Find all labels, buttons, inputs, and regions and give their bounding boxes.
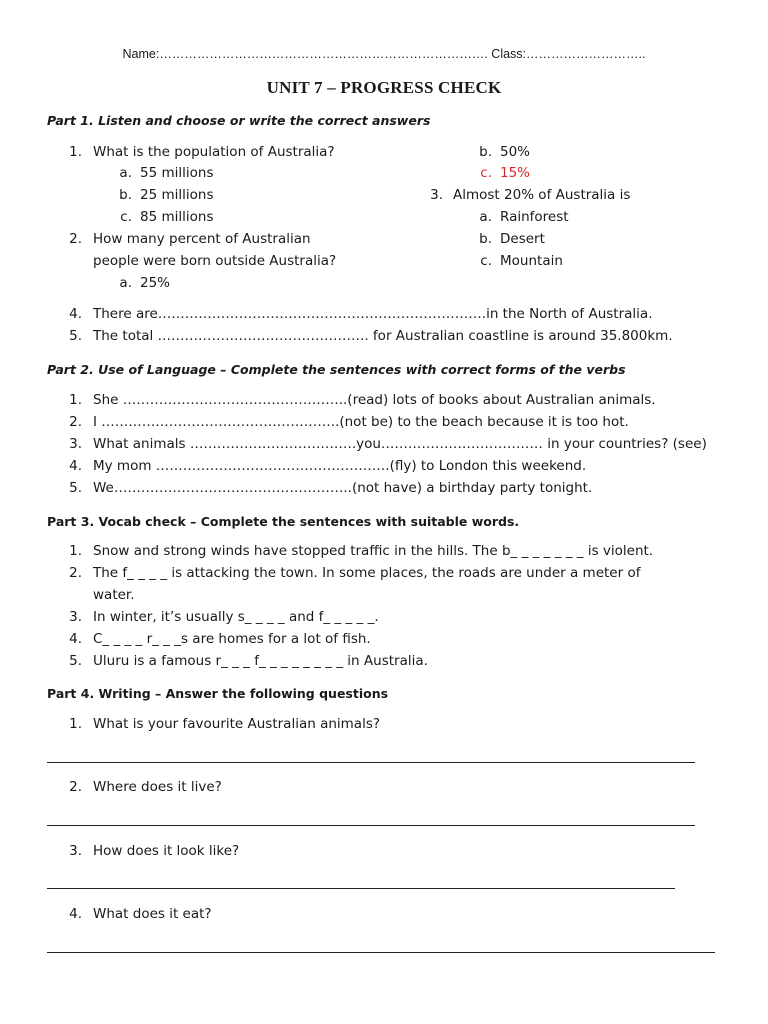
- p1-q3-number: 3.: [430, 187, 443, 203]
- p2-item-number: 1.: [69, 392, 82, 408]
- p3-item-number: 3.: [69, 609, 82, 625]
- p2-item-text: I ……………………………………………..(not be) to the beach because it is too hot.: [93, 414, 629, 430]
- p1-q1-text: What is the population of Australia?: [93, 144, 335, 160]
- answer-line[interactable]: [47, 888, 675, 889]
- p1-q2-option-b-letter: b.: [479, 144, 492, 160]
- p3-item-text: Snow and strong winds have stopped traffic in the hills. The b_ _ _ _ _ _ _ is violent.: [93, 543, 654, 559]
- p3-item-text-continued: water.: [93, 587, 135, 603]
- p1-q1-option-b: 25 millions: [140, 187, 214, 203]
- p4-question-text: What does it eat?: [93, 906, 212, 922]
- p3-item-number: 4.: [69, 631, 82, 647]
- p3-item-text: Uluru is a famous r_ _ _ f_ _ _ _ _ _ _ _ in Australia.: [93, 653, 428, 669]
- part1-heading: Part 1. Listen and choose or write the correct answers: [47, 113, 431, 128]
- p1-q2-option-b: 50%: [500, 144, 531, 160]
- p1-q3-option-a: Rainforest: [500, 209, 569, 225]
- p1-q1-option-b-letter: b.: [119, 187, 132, 203]
- p2-item-number: 2.: [69, 414, 82, 430]
- p4-question-text: How does it look like?: [93, 843, 240, 859]
- p1-q1-option-c: 85 millions: [140, 209, 214, 225]
- p1-q3-option-c-letter: c.: [480, 253, 492, 269]
- p3-item-number: 2.: [69, 565, 82, 581]
- p1-q3-option-b: Desert: [500, 231, 545, 247]
- p3-item-number: 5.: [69, 653, 82, 669]
- p2-item-number: 3.: [69, 436, 82, 452]
- part4-heading: Part 4. Writing – Answer the following questions: [47, 686, 389, 701]
- p1-q1-option-a: 55 millions: [140, 165, 214, 181]
- p2-item-text: We……………………………………………..(not have) a birthday party tonight.: [93, 480, 593, 496]
- p2-item-number: 4.: [69, 458, 82, 474]
- p1-q1-option-c-letter: c.: [120, 209, 132, 225]
- p1-q2-text-line1: How many percent of Australian: [93, 231, 311, 247]
- p1-q1-number: 1.: [69, 144, 82, 160]
- p1-q5-text: The total ……………………………………….. for Australian coastline is around 35.800km.: [93, 328, 673, 344]
- p3-item-text: C_ _ _ _ r_ _ _s are homes for a lot of fish.: [93, 631, 371, 647]
- p1-q2-option-a: 25%: [140, 275, 171, 291]
- p2-item-text: She …………………………………………..(read) lots of books about Australian animals.: [93, 392, 656, 408]
- part2-heading: Part 2. Use of Language – Complete the sentences with correct forms of the verbs: [47, 362, 626, 377]
- p1-q2-option-a-letter: a.: [119, 275, 132, 291]
- p3-item-text: The f_ _ _ _ is attacking the town. In some places, the roads are under a meter of: [93, 565, 641, 581]
- answer-line[interactable]: [47, 952, 715, 953]
- worksheet-title: UNIT 7 – PROGRESS CHECK: [266, 78, 502, 97]
- p3-item-number: 1.: [69, 543, 82, 559]
- p4-question-number: 2.: [69, 779, 82, 795]
- answer-line[interactable]: [47, 825, 695, 826]
- p1-q2-option-c-letter: c.: [480, 165, 492, 181]
- p1-q2-option-c: 15%: [500, 165, 531, 181]
- p1-q4-text: There are……………………………………………………………….in the North of Australia.: [93, 306, 653, 322]
- p4-question-number: 1.: [69, 716, 82, 732]
- p1-q3-option-c: Mountain: [500, 253, 563, 269]
- p4-question-text: What is your favourite Australian animals?: [93, 716, 381, 732]
- p2-item-number: 5.: [69, 480, 82, 496]
- p1-q5-number: 5.: [69, 328, 82, 344]
- p1-q2-number: 2.: [69, 231, 82, 247]
- p4-question-number: 3.: [69, 843, 82, 859]
- part3-heading: Part 3. Vocab check – Complete the sentences with suitable words.: [47, 514, 520, 529]
- p2-item-text: What animals ……………………………….you……………………………… in your countries? (see): [93, 436, 707, 452]
- p1-q2-text-line2: people were born outside Australia?: [93, 253, 337, 269]
- p1-q4-number: 4.: [69, 306, 82, 322]
- p1-q1-option-a-letter: a.: [119, 165, 132, 181]
- p3-item-text: In winter, it’s usually s_ _ _ _ and f_ _ _ _ _.: [93, 609, 379, 625]
- p1-q3-text: Almost 20% of Australia is: [453, 187, 631, 203]
- p4-question-number: 4.: [69, 906, 82, 922]
- p2-item-text: My mom …………………………………………….(fly) to London this weekend.: [93, 458, 587, 474]
- p1-q3-option-a-letter: a.: [479, 209, 492, 225]
- p1-q3-option-b-letter: b.: [479, 231, 492, 247]
- p4-question-text: Where does it live?: [93, 779, 222, 795]
- name-class-line: Name:……………………………………………………………………. Class:………………………..: [122, 47, 646, 61]
- answer-line[interactable]: [47, 762, 695, 763]
